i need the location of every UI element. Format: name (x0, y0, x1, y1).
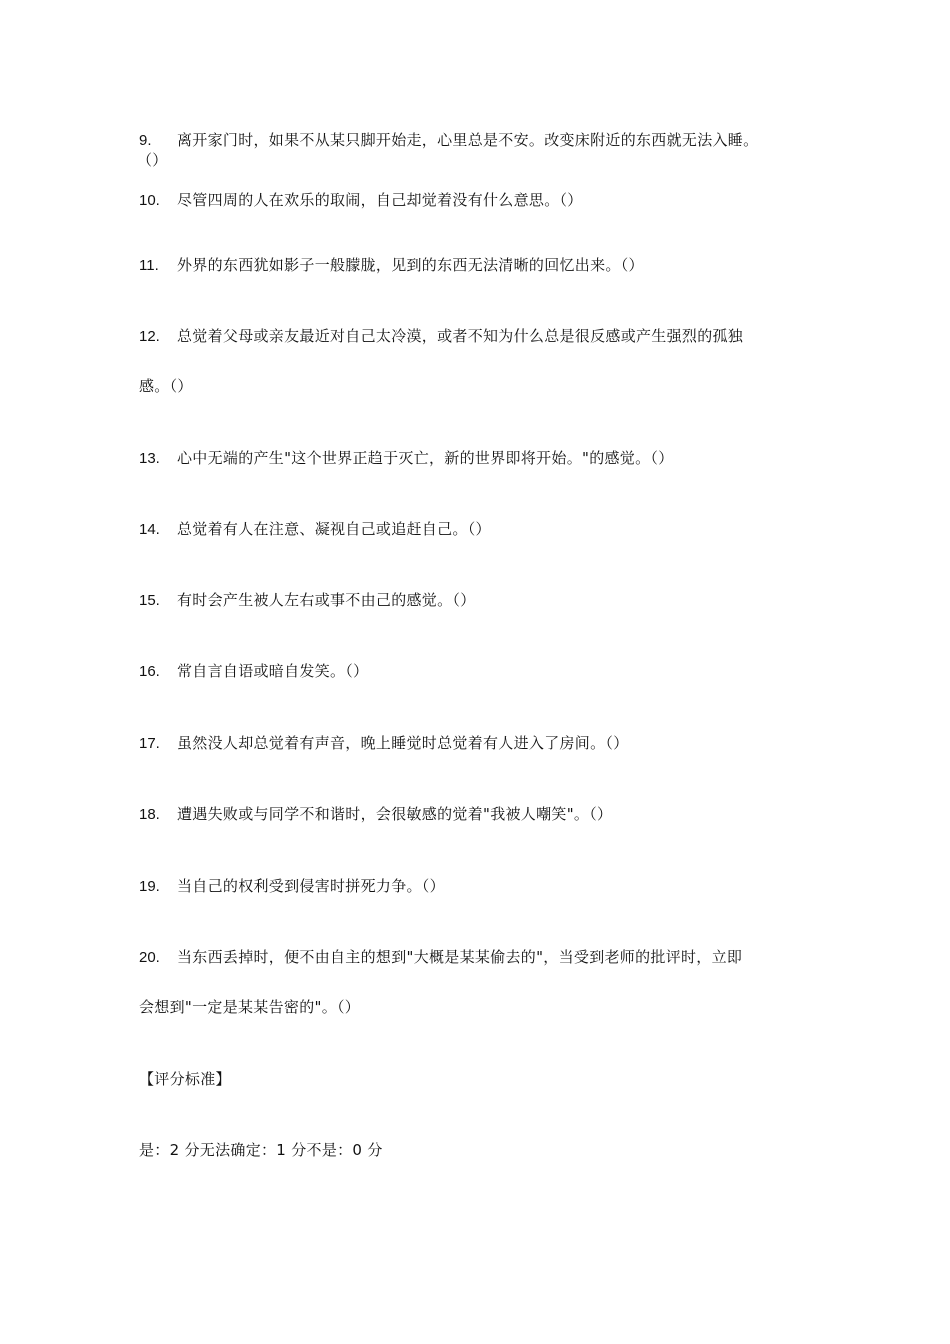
question-20-continuation: 会想到"一定是某某告密的"。（） (139, 998, 361, 1016)
question-number: 15. (139, 592, 160, 609)
question-20 (139, 947, 742, 968)
question-number: 13. (139, 450, 160, 467)
question-number: 18. (139, 806, 160, 823)
question-17 (139, 733, 629, 754)
question-text: 遭遇失败或与同学不和谐时，会很敏感的觉着"我被人嘲笑"。（） (177, 805, 613, 823)
question-12-continuation: 感。（） (139, 377, 193, 395)
question-13 (139, 448, 674, 469)
question-16 (139, 661, 368, 682)
question-number: 9. (139, 132, 152, 149)
question-text: 外界的东西犹如影子一般朦胧，见到的东西无法清晰的回忆出来。（） (177, 256, 644, 274)
question-9 (139, 130, 758, 151)
question-text: 当自己的权利受到侵害时拼死力争。（） (177, 877, 445, 895)
question-text: 总觉着有人在注意、凝视自己或追赶自己。（） (177, 520, 491, 538)
question-9-continuation: （） (137, 151, 168, 169)
question-number: 16. (139, 663, 160, 680)
scoring-text: 是：2 分无法确定：1 分不是：0 分 (139, 1141, 383, 1159)
question-12 (139, 326, 743, 347)
question-number: 14. (139, 521, 160, 538)
question-10 (139, 190, 583, 211)
question-text: 常自言自语或暗自发笑。（） (177, 662, 369, 680)
question-number: 12. (139, 328, 160, 345)
question-text: 尽管四周的人在欢乐的取闹，自己却觉着没有什么意思。（） (177, 191, 583, 209)
question-11 (139, 255, 644, 276)
question-number: 17. (139, 735, 160, 752)
question-number: 20. (139, 949, 160, 966)
question-19 (139, 876, 445, 897)
question-14 (139, 519, 491, 540)
question-text: 当东西丢掉时，便不由自主的想到"大概是某某偷去的"，当受到老师的批评时，立即 (177, 948, 743, 966)
scoring-heading: 【评分标准】 (139, 1070, 231, 1088)
question-text: 总觉着父母或亲友最近对自己太冷漠，或者不知为什么总是很反感或产生强烈的孤独 (177, 327, 744, 345)
question-15 (139, 590, 476, 611)
question-text: 心中无端的产生"这个世界正趋于灭亡，新的世界即将开始。"的感觉。（） (177, 449, 674, 467)
question-number: 10. (139, 192, 160, 209)
question-18 (139, 804, 612, 825)
question-text: 虽然没人却总觉着有声音，晚上睡觉时总觉着有人进入了房间。（） (177, 734, 629, 752)
question-number: 19. (139, 878, 160, 895)
question-text: 有时会产生被人左右或事不由己的感觉。（） (177, 591, 476, 609)
question-text: 离开家门时，如果不从某只脚开始走，心里总是不安。改变床附近的东西就无法入睡。 (177, 131, 759, 149)
question-number: 11. (139, 257, 159, 274)
